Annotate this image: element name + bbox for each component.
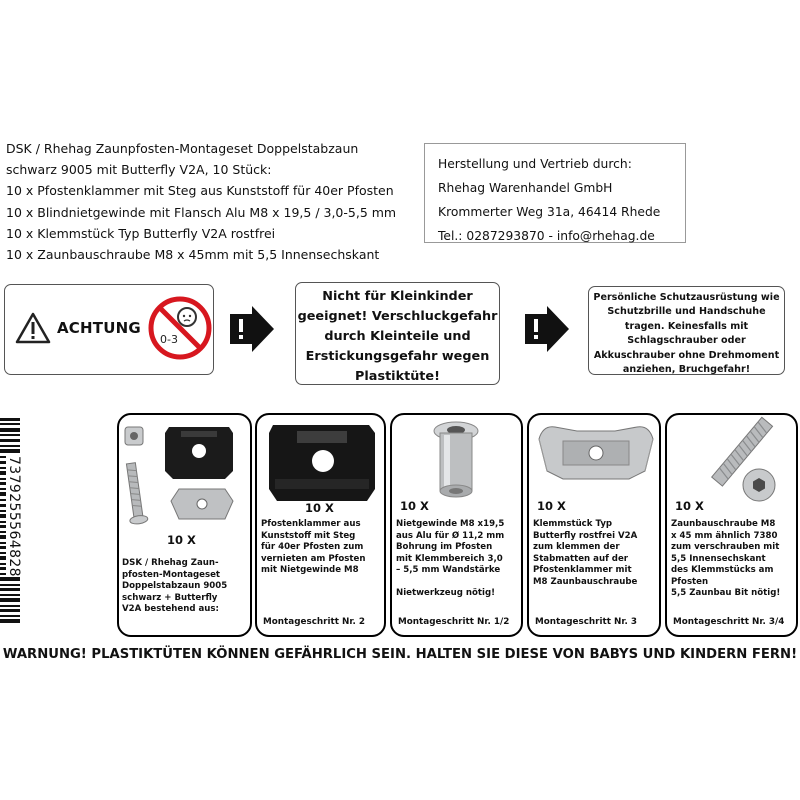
butterfly-clamp-image [533,421,659,491]
arrow-warning-icon [523,306,571,352]
panel-line: x 45 mm ähnlich 7380 [671,530,778,541]
fence-screw-image [673,415,793,507]
panel-line: M8 Zaunbauschraube [533,576,638,587]
panel-line: 5,5 Zaunbau Bit nötig! [671,588,781,598]
safety-warning-line: tragen. Keinesfalls mit [624,320,749,332]
product-panel-butterfly [527,413,661,637]
panel-line: Bohrung im Pfosten [396,542,493,552]
panel-line: Zaunbauschraube M8 [671,519,776,529]
manufacturer-line: Krommerter Weg 31a, 46414 Rhede [438,205,661,219]
achtung-label: ACHTUNG [57,319,141,337]
panel-line: Nietwerkzeug nötig! [396,588,496,598]
panel-line: schwarz + Butterfly [122,592,218,603]
product-panel-clamp [255,413,386,637]
panel-line: pfosten-Montageset [122,569,221,580]
intro-line: 10 x Blindnietgewinde mit Flansch Alu M8 x 19,5 / 3,0-5,5 mm [6,204,397,220]
panel-description [261,519,365,577]
panel-line: DSK / Rhehag Zaun- [122,558,219,568]
panel-line: Pfosten [671,576,709,587]
safety-warning-line: anziehen, Bruchgefahr! [622,364,751,376]
panel-line: Pfostenklammer aus [261,519,361,529]
intro-line: 10 x Zaunbauschraube M8 x 45mm mit 5,5 Innensechskant [6,247,380,263]
panel-line: – 5,5 mm Wandstärke [396,565,501,575]
product-set-image [121,419,251,534]
children-warning-line: geeignet! Verschluckgefahr [297,309,498,324]
panel-line [396,577,504,589]
panel-count: 10 X [305,501,334,515]
intro-line: 10 x Klemmstück Typ Butterfly V2A rostfrei [6,225,276,241]
assembly-step: Montageschritt Nr. 3/4 [673,617,785,627]
post-clamp-image [263,423,381,509]
panel-line: Stabmatten auf der [533,553,629,564]
panel-line: Doppelstabzaun 9005 [122,581,228,591]
panel-line: zum verschrauben mit [671,542,780,552]
children-warning-box [295,282,500,385]
product-panel-rivet-nut [390,413,523,637]
product-panel-screw [665,413,798,637]
children-warning-line: durch Kleinteile und [324,329,471,344]
safety-warning-line: Schlagschrauber oder [627,335,746,347]
panel-count: 10 X [400,499,429,513]
assembly-step: Montageschritt Nr. 3 [535,617,637,627]
panel-count: 10 X [537,499,566,513]
panel-line: 5,5 Innensechskant [671,553,766,564]
panel-description [533,519,637,588]
assembly-step: Montageschritt Nr. 2 [263,617,365,627]
safety-warning-line: Persönliche Schutzausrüstung wie [593,292,780,303]
plastic-bag-warning: WARNUNG! PLASTIKTÜTEN KÖNNEN GEFÄHRLICH SEIN. HALTEN SIE DIESE VON BABYS UND KINDERN FERN! [2,647,798,662]
intro-line: DSK / Rhehag Zaunpfosten-Montageset Doppelstabzaun [6,141,359,156]
assembly-step: Montageschritt Nr. 1/2 [398,617,510,627]
panel-description [396,519,504,600]
children-warning-line: Erstickungsgefahr wegen [305,349,490,364]
manufacturer-line: Tel.: 0287293870 - info@rhehag.de [438,229,655,243]
safety-warning-box [588,286,785,375]
panel-line: Kunststoff mit Steg [261,530,356,541]
panel-line: Klemmstück Typ [533,519,613,529]
panel-line: V2A bestehend aus: [122,604,219,614]
panel-description [671,519,780,600]
barcode-number: 7379255564828 [6,456,22,577]
warning-triangle-icon [15,312,51,344]
panel-count: 10 X [675,499,704,513]
arrow-warning-icon [228,306,276,352]
intro-line: 10 x Pfostenklammer mit Steg aus Kunststoff für 40er Pfosten [6,183,394,199]
panel-description [122,558,227,616]
panel-line: vernieten am Pfosten [261,553,366,564]
panel-line: Pfostenklammer mit [533,565,632,575]
rivet-nut-image [422,419,494,505]
manufacturer-box [424,143,686,243]
children-warning-line: Plastiktüte! [355,369,440,384]
achtung-box [4,284,214,375]
panel-line: aus Alu für Ø 11,2 mm [396,530,505,541]
panel-line: Nietgewinde M8 x19,5 [396,519,505,529]
safety-warning-line: Akkuschrauber ohne Drehmoment [593,349,780,361]
panel-count: 10 X [167,533,196,547]
product-intro [6,138,426,265]
panel-line: mit Nietgewinde M8 [261,565,359,575]
panel-line: Butterfly rostfrei V2A [533,530,638,541]
age-label: 0-3 [160,333,178,346]
manufacturer-line: Herstellung und Vertrieb durch: [438,157,632,171]
panel-line: des Klemmstücks am [671,565,774,575]
product-panel-overview [117,413,252,637]
panel-line: mit Klemmbereich 3,0 [396,553,503,564]
panel-line: für 40er Pfosten zum [261,542,364,552]
manufacturer-line: Rhehag Warenhandel GmbH [438,181,613,195]
panel-line: zum klemmen der [533,542,620,552]
no-children-icon [147,295,213,361]
children-warning-line: Nicht für Kleinkinder [322,289,473,304]
safety-warning-line: Schutzbrille und Handschuhe [607,306,766,318]
intro-line: schwarz 9005 mit Butterfly V2A, 10 Stück: [6,162,272,178]
